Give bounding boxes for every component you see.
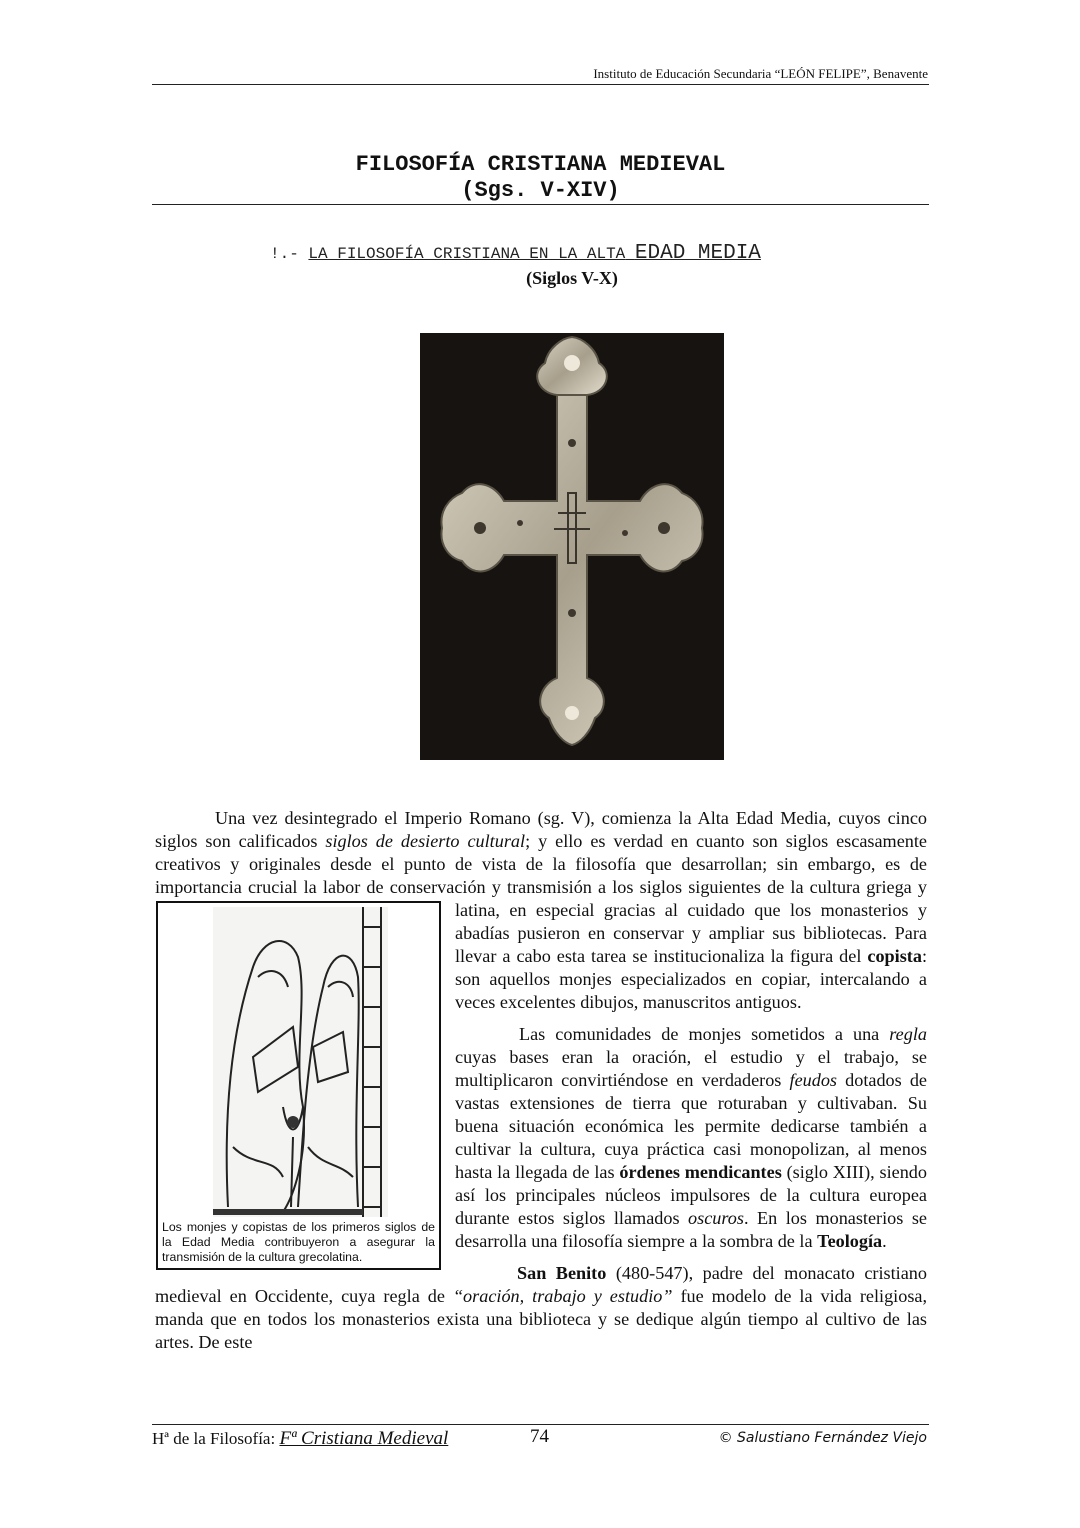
cross-image: [420, 333, 724, 760]
footer-rule: [152, 1424, 929, 1425]
italic-text: regla: [889, 1024, 927, 1044]
bold-text: copista: [867, 946, 922, 966]
italic-text: “oración, trabajo y estudio”: [452, 1286, 673, 1306]
footer-title: Fª Cristiana Medieval: [279, 1428, 449, 1449]
title-rule: [152, 204, 929, 205]
section-heading-small: LA FILOSOFÍA CRISTIANA EN LA ALTA: [308, 245, 626, 263]
section-heading: [270, 242, 761, 265]
text-run: fue modelo de la vida religiosa, manda que en todos los monasterios exista una biblioteca y se dedique algún tiempo al cultivo de las artes. De este: [155, 1286, 928, 1352]
text-run: Una vez desintegrado el Imperio Romano (sg. V), comienza la Alta Edad Media, cuyos cinco siglos son calificados: [155, 808, 927, 851]
section-number: !.-: [270, 245, 299, 263]
title-line-2: (Sgs. V-XIV): [461, 178, 620, 203]
text-run: . En los monasterios se desarrolla una filosofía siempre a la sombra de la: [455, 1208, 927, 1251]
text-run: ; y ello es verdad en cuanto son siglos escasamente creativos y originales desde el punto de vista de la filosofía que desarrollan; sin embargo, es de importancia crucial la labor de conservación y transmisión a los siglos siguientes de la cultura griega y latina, en especial gracias al cuidado que los monasterios y abadías pusieron en conservar y ampliar sus bibliotecas. Para llevar a cabo esta tarea se institucionaliza la figura del: [155, 831, 927, 966]
section-subtitle: (Siglos V-X): [526, 268, 618, 288]
text-run: (480-547), padre del monacato cristiano medieval en Occidente, cuya regla de: [155, 1263, 927, 1306]
italic-text: oscuros: [688, 1208, 744, 1228]
paragraph-3: [155, 1262, 927, 1354]
header-rule: [152, 84, 929, 85]
bold-text: San Benito: [517, 1263, 607, 1283]
monks-figure: [156, 901, 441, 1270]
bold-text: órdenes mendicantes: [619, 1162, 782, 1182]
text-run: (siglo XIII), siendo así los principales núcleos impulsores de la cultura europea durante estos siglos llamados: [455, 1162, 927, 1228]
text-run: .: [882, 1231, 887, 1251]
page-number: 74: [530, 1426, 549, 1447]
page-title: [152, 152, 929, 204]
title-line-1: FILOSOFÍA CRISTIANA MEDIEVAL: [355, 152, 726, 177]
italic-text: siglos de desierto cultural: [325, 831, 526, 851]
footer-author: © Salustiano Fernández Viejo: [718, 1430, 927, 1446]
text-run: dotados de vastas extensiones de tierra que roturaban y cultivaban. Su buena situación económica les permite dedicarse también a cultivar la cultura, cuya práctica casi monopolizan, al menos hasta la llegada de las: [455, 1070, 928, 1182]
monks-woodcut-image: [213, 907, 388, 1217]
text-run: : son aquellos monjes especializados en copiar, intercalando a veces excelentes dibujos, manuscritos antiguos.: [455, 946, 927, 1012]
section-heading-large: EDAD MEDIA: [634, 242, 761, 265]
body-text: [155, 807, 927, 1363]
footer-prefix: Hª de la Filosofía:: [152, 1429, 280, 1448]
italic-text: feudos: [789, 1070, 838, 1090]
bold-text: Teología: [817, 1231, 883, 1251]
text-run: Las comunidades de monjes sometidos a una: [519, 1024, 890, 1044]
text-run: cuyas bases eran la oración, el estudio y el trabajo, se multiplicaron convirtiéndose en verdaderos: [455, 1047, 927, 1090]
running-header: Instituto de Educación Secundaria “LEÓN FELIPE”, Benavente: [593, 66, 928, 81]
figure-caption: Los monjes y copistas de los primeros siglos de la Edad Media contribuyeron a asegurar la transmisión de la cultura grecolatina.: [162, 1220, 435, 1264]
